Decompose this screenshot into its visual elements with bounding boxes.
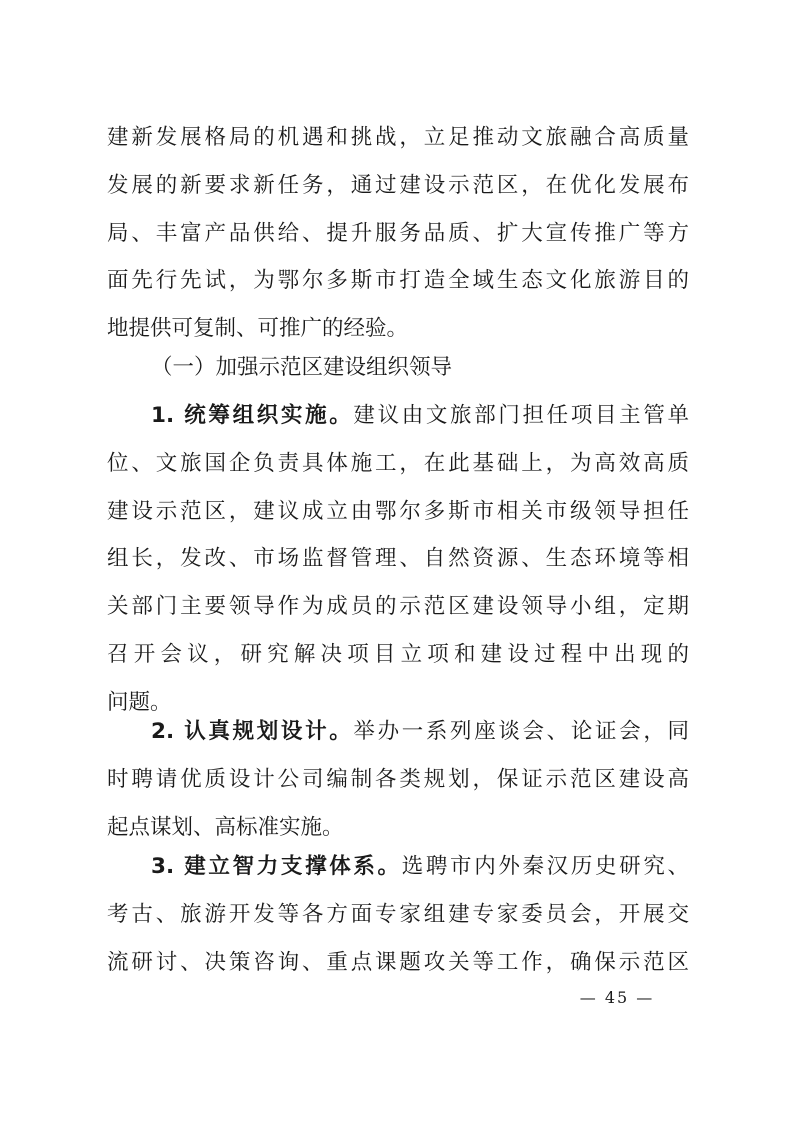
item-1-title: 1. 统筹组织实施。 <box>151 403 354 428</box>
item-2-first-line <box>107 708 689 756</box>
text-line: 召开会议，研究解决项目立项和建设过程中出现的 <box>107 641 689 667</box>
item-1-first-line <box>107 392 689 440</box>
text-line: 考古、旅游开发等各方面专家组建专家委员会，开展交 <box>107 901 689 927</box>
text-line: 组长，发改、市场监督管理、自然资源、生态环境等相 <box>107 546 689 572</box>
text-line: 关部门主要领导作为成员的示范区建设领导小组，定期 <box>107 594 689 620</box>
text-line: 问题。 <box>107 689 172 715</box>
item-3-first-line <box>107 843 689 891</box>
item-1-lead: 建议由文旅部门担任项目主管单 <box>353 403 689 428</box>
text-line: 发展的新要求新任务，通过建设示范区，在优化发展布 <box>107 172 689 198</box>
text-line: 起点谋划、高标准实施。 <box>107 814 344 840</box>
text-line: 位、文旅国企负责具体施工，在此基础上，为高效高质 <box>107 450 689 476</box>
item-1 <box>107 392 689 727</box>
text-line: 地提供可复制、可推广的经验。 <box>107 316 409 342</box>
item-3-lead: 选聘市内外秦汉历史研究、 <box>401 854 689 879</box>
item-2-lead: 举办一系列座谈会、论证会，同 <box>353 719 689 744</box>
section-heading: （一）加强示范区建设组织领导 <box>151 355 453 380</box>
item-2-title: 2. 认真规划设计。 <box>151 719 354 744</box>
text-line: 时聘请优质设计公司编制各类规划，保证示范区建设高 <box>107 766 689 792</box>
item-3 <box>107 843 689 986</box>
text-line: 流研讨、决策咨询、重点课题攻关等工作，确保示范区 <box>107 949 689 975</box>
section-heading-block <box>107 344 689 392</box>
page-number: — 45 — <box>579 988 655 1007</box>
item-2 <box>107 708 689 851</box>
item-3-title: 3. 建立智力支撑体系。 <box>151 854 402 879</box>
text-line: 建新发展格局的机遇和挑战，立足推动文旅融合高质量 <box>107 125 689 150</box>
text-line: 建设示范区，建议成立由鄂尔多斯市相关市级领导担任 <box>107 498 689 524</box>
text-line: 局、丰富产品供给、提升服务品质、扩大宣传推广等方 <box>107 220 689 246</box>
paragraph-1 <box>107 114 689 353</box>
text-line: 面先行先试，为鄂尔多斯市打造全域生态文化旅游目的 <box>107 268 689 294</box>
